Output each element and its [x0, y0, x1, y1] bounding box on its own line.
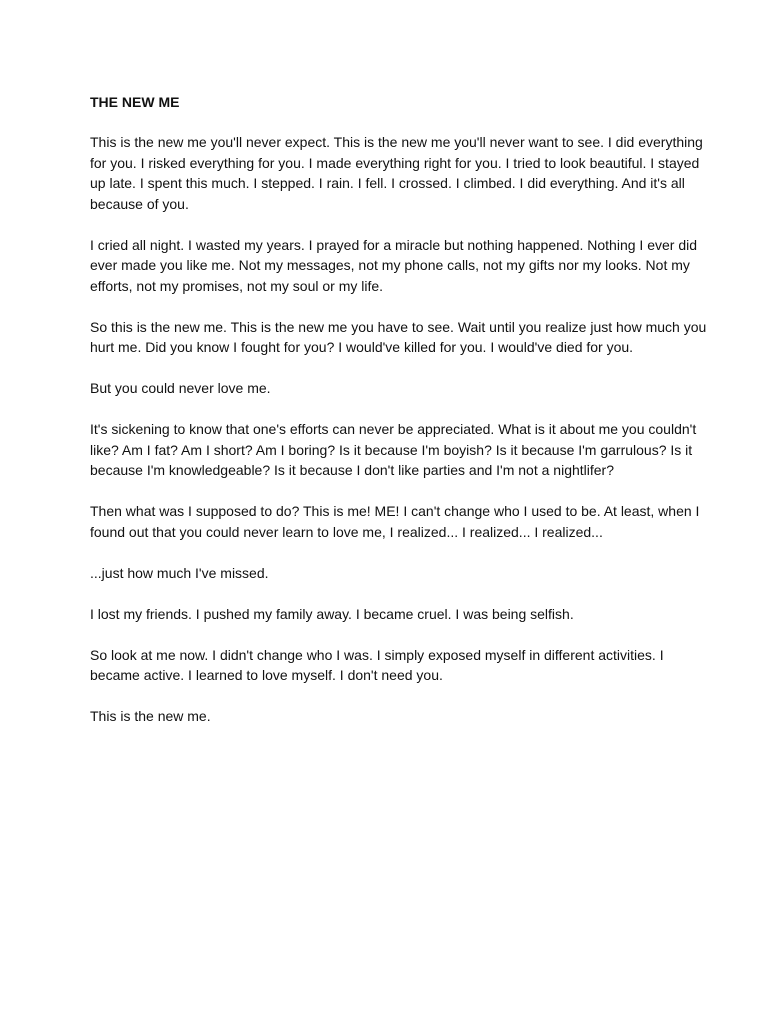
document-body — [90, 132, 708, 727]
paragraph: It's sickening to know that one's efforts can never be appreciated. What is it about me you couldn't like? Am I fat? Am I short? Am I boring? Is it because I'm boyish? Is it because I'm garrulous? Is it because I'm knowledgeable? Is it because I don't like parties and I'm not a nightlifer? — [90, 421, 697, 478]
paragraph: This is the new me you'll never expect. This is the new me you'll never want to see. I did everything for you. I risked everything for you. I made everything right for you. I tried to look beautiful. I stayed up late. I spent this much. I stepped. I rain. I fell. I crossed. I climbed. I did everything. And it's all because of you. — [90, 134, 703, 212]
paragraph: But you could never love me. — [90, 380, 271, 396]
paragraph: I cried all night. I wasted my years. I prayed for a miracle but nothing happened. Nothing I ever did ever made you like me. Not my messages, not my phone calls, not my gifts nor my looks. Not my efforts, not my promises, not my soul or my life. — [90, 236, 697, 294]
paragraph: This is the new me. — [90, 708, 211, 724]
paragraph: Then what was I supposed to do? This is me! ME! I can't change who I used to be. At least, when I found out that you could never learn to love me, I realized... I realized... I realized... — [90, 503, 700, 540]
document-title: THE NEW ME — [90, 94, 180, 110]
paragraph: ...just how much I've missed. — [90, 564, 269, 581]
paragraph: I lost my friends. I pushed my family away. I became cruel. I was being selfish. — [90, 605, 574, 622]
paragraph: So this is the new me. This is the new me you have to see. Wait until you realize just how much you hurt me. Did you know I fought for you? I would've killed for you. I would've died for you. — [90, 318, 707, 355]
paragraph: So look at me now. I didn't change who I was. I simply exposed myself in different activities. I became active. I learned to love myself. I don't need you. — [90, 646, 664, 683]
